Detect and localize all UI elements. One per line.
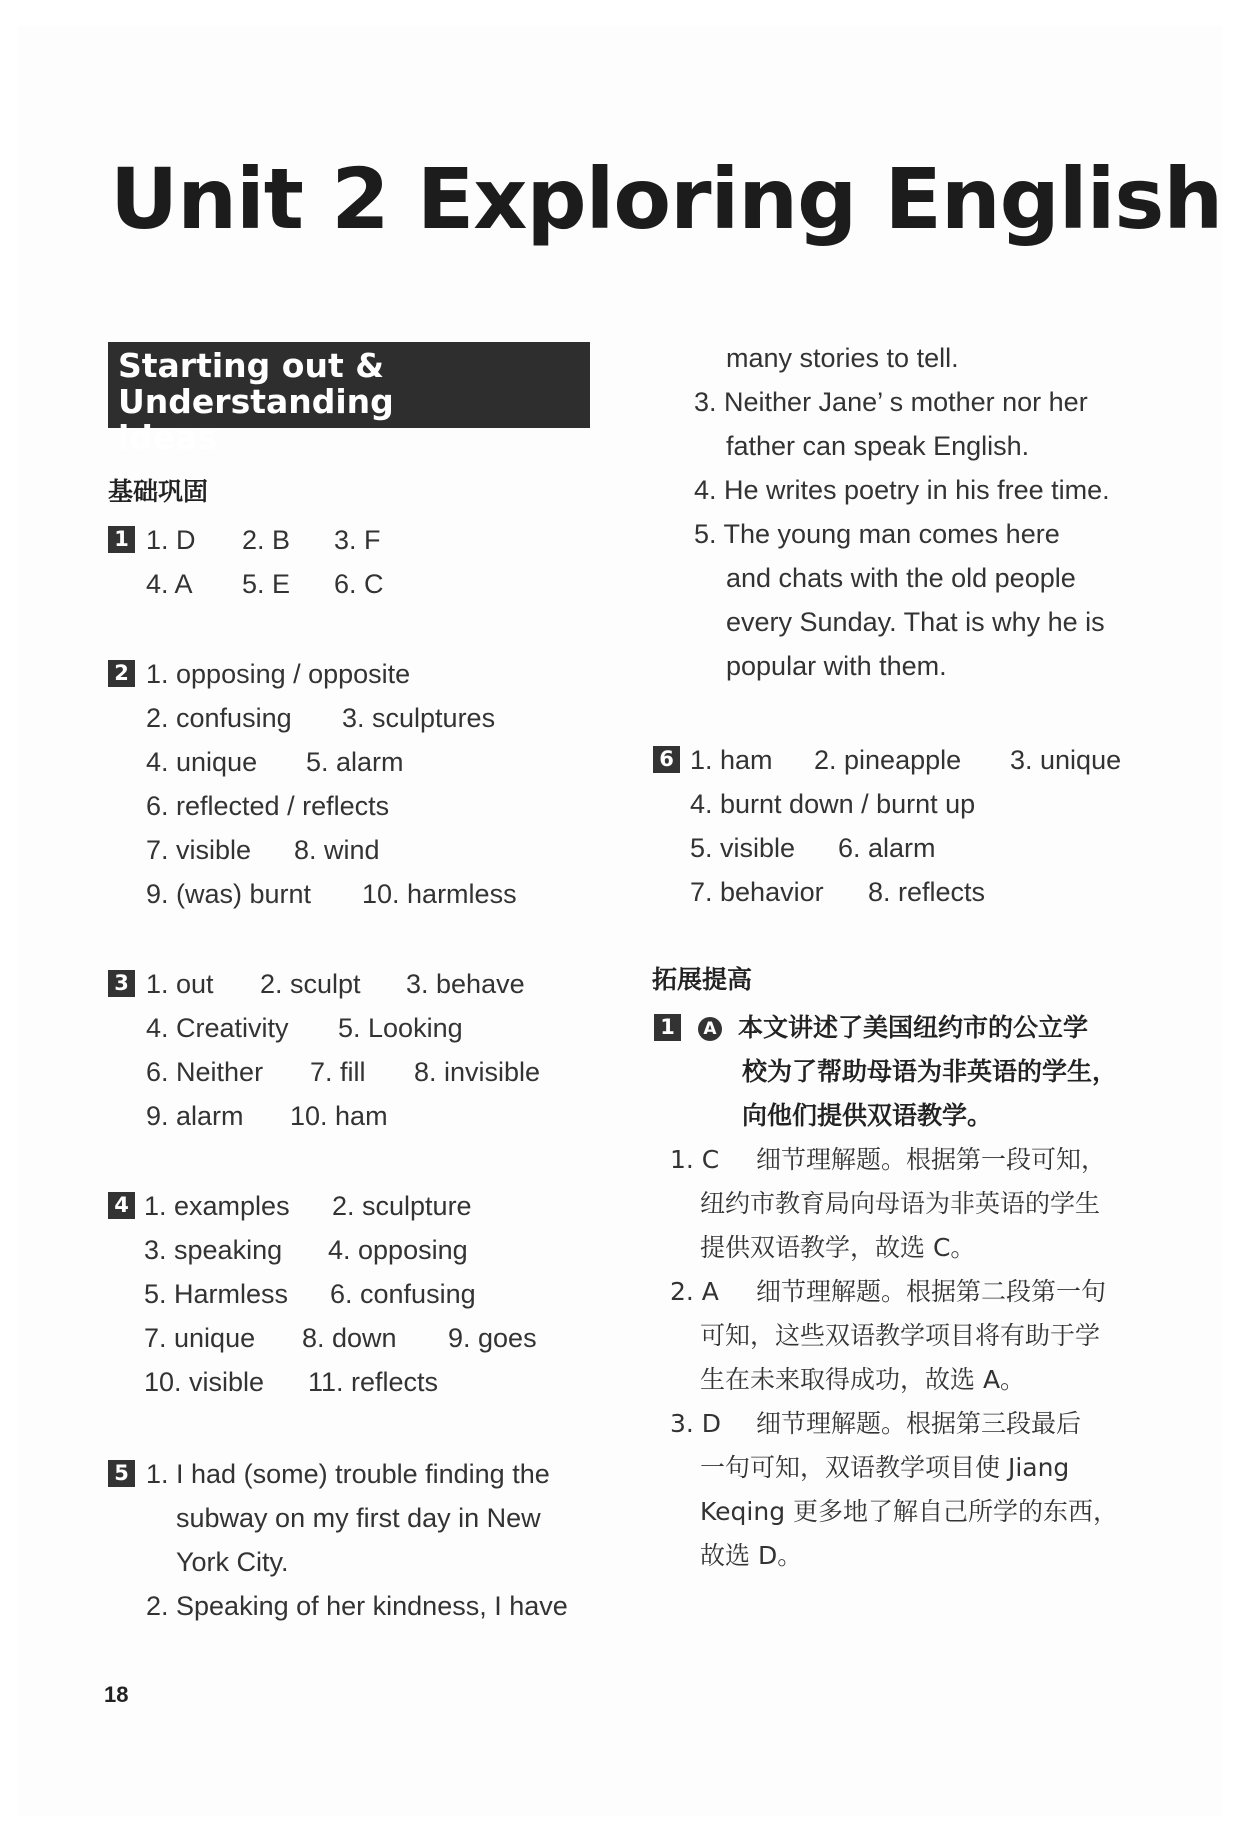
- answer: 8. wind: [294, 835, 380, 865]
- answer: 11. reflects: [308, 1367, 439, 1397]
- explanation-text: 细节理解题。根据第三段最后: [756, 1409, 1082, 1438]
- explanation-line: 可知，这些双语教学项目将有助于学: [700, 1321, 1101, 1350]
- answer: 7. unique: [144, 1323, 256, 1353]
- answer-row: [146, 1006, 463, 1050]
- answer: 3. D: [670, 1409, 722, 1438]
- explanation-line: Keqing 更多地了解自己所学的东西，: [700, 1497, 1119, 1526]
- answer: 3. behave: [406, 969, 525, 999]
- explanation-line: 提供双语教学，故选 C。: [700, 1233, 976, 1262]
- explanation-text: 细节理解题。根据第一段可知，: [756, 1145, 1107, 1174]
- answer-row: [146, 652, 410, 696]
- answer-row: [690, 782, 975, 826]
- answer: 1. examples: [144, 1191, 290, 1221]
- answer: 1. C: [670, 1145, 720, 1174]
- answer: 9. (was) burnt: [146, 879, 312, 909]
- answer: 1. ham: [690, 745, 773, 775]
- answer-line: 2. Speaking of her kindness, I have: [146, 1591, 568, 1621]
- answer: 4. A: [146, 569, 193, 599]
- explanation-line: 生在未来取得成功，故选 A。: [700, 1365, 1026, 1394]
- section-header: [108, 342, 590, 457]
- answer-line: many stories to tell.: [726, 343, 959, 373]
- answer-row: [146, 562, 384, 606]
- answer: 1. out: [146, 969, 214, 999]
- section-header-line-1: Starting out & Understanding: [118, 346, 394, 421]
- answer: 2. confusing: [146, 703, 292, 733]
- explanation-line: [670, 1270, 1106, 1314]
- answer: 4. unique: [146, 747, 258, 777]
- answer: 7. fill: [310, 1057, 366, 1087]
- answer-line: popular with them.: [726, 651, 947, 681]
- answer: 3. sculptures: [342, 703, 496, 733]
- answer: 6. Neither: [146, 1057, 264, 1087]
- answer-line: and chats with the old people: [726, 563, 1076, 593]
- answer: 2. sculpture: [332, 1191, 472, 1221]
- answer: 3. F: [334, 525, 381, 555]
- exercise-number-badge: 3: [108, 970, 135, 997]
- exercise-number-badge: 2: [108, 660, 135, 687]
- answer-row: [144, 1228, 468, 1272]
- answer: 10. ham: [290, 1101, 388, 1131]
- answer: 4. opposing: [328, 1235, 468, 1265]
- answer: 4. Creativity: [146, 1013, 289, 1043]
- answer-line: 3. Neither Jane’ s mother nor her: [694, 387, 1088, 417]
- answer-line: 1. I had (some) trouble finding the: [146, 1459, 550, 1489]
- answer: 8. invisible: [414, 1057, 541, 1087]
- explanation-line: 故选 D。: [700, 1541, 803, 1570]
- summary-line: 校为了帮助母语为非英语的学生，: [742, 1057, 1118, 1086]
- answer: 8. reflects: [868, 877, 986, 907]
- answer: 4. burnt down / burnt up: [690, 789, 976, 819]
- explanation-line: [670, 1138, 1106, 1182]
- answer-row: [146, 784, 389, 828]
- exercise-number-badge: 1: [654, 1014, 681, 1041]
- answer-row: [690, 870, 985, 914]
- answer-row: [146, 696, 495, 740]
- summary-line: [698, 1006, 1088, 1050]
- summary-text: 本文讲述了美国纽约市的公立学: [738, 1013, 1089, 1042]
- answer-row: [144, 1184, 472, 1228]
- answer: 3. unique: [1010, 745, 1122, 775]
- summary-line: 向他们提供双语教学。: [742, 1101, 993, 1130]
- answer-row: [146, 1094, 388, 1138]
- answer: 6. confusing: [330, 1279, 476, 1309]
- answer: 6. alarm: [838, 833, 936, 863]
- answer-row: [146, 1050, 540, 1094]
- answer: 1. D: [146, 525, 196, 555]
- answer: 5. alarm: [306, 747, 404, 777]
- answer-line: 4. He writes poetry in his free time.: [694, 475, 1110, 505]
- answer-row: [144, 1316, 537, 1360]
- basic-heading: 基础巩固: [108, 477, 209, 506]
- answer: 9. goes: [448, 1323, 537, 1353]
- exercise-number-badge: 4: [108, 1192, 135, 1219]
- answer: 6. reflected / reflects: [146, 791, 390, 821]
- answer-row: [690, 738, 1121, 782]
- answer-row: [146, 828, 380, 872]
- answer-row: [146, 872, 517, 916]
- answer-row: [144, 1360, 438, 1404]
- answer: 5. visible: [690, 833, 796, 863]
- exercise-number-badge: 5: [108, 1460, 135, 1487]
- answer-row: [146, 740, 404, 784]
- answer: 8. down: [302, 1323, 397, 1353]
- answer: 3. speaking: [144, 1235, 283, 1265]
- answer-line: York City.: [176, 1547, 289, 1577]
- answer-line: every Sunday. That is why he is: [726, 607, 1105, 637]
- answer: 9. alarm: [146, 1101, 244, 1131]
- passage-circle-badge: A: [698, 1017, 722, 1041]
- exercise-number-badge: 6: [653, 746, 680, 773]
- answer: 2. pineapple: [814, 745, 962, 775]
- answer-line: father can speak English.: [726, 431, 1030, 461]
- answer-row: [144, 1272, 476, 1316]
- answer: 5. E: [242, 569, 291, 599]
- explanation-line: 一句可知，双语教学项目使 Jiang: [700, 1453, 1070, 1482]
- answer-line: 5. The young man comes here: [694, 519, 1060, 549]
- section-header-line-2: ideas: [118, 418, 218, 457]
- answer: 5. Looking: [338, 1013, 463, 1043]
- answer: 7. visible: [146, 835, 252, 865]
- page-number: 18: [104, 1682, 129, 1707]
- explanation-text: 细节理解题。根据第二段第一句: [756, 1277, 1107, 1306]
- answer: 7. behavior: [690, 877, 824, 907]
- answer: 1. opposing / opposite: [146, 659, 411, 689]
- answer: 6. C: [334, 569, 384, 599]
- explanation-line: [670, 1402, 1081, 1446]
- answer-row: [146, 962, 525, 1006]
- answer: 10. harmless: [362, 879, 517, 909]
- answer-row: [690, 826, 936, 870]
- answer: 2. sculpt: [260, 969, 361, 999]
- page-title: Unit 2 Exploring English: [110, 150, 1223, 248]
- answer-line: subway on my first day in New: [176, 1503, 541, 1533]
- answer: 2. A: [670, 1277, 719, 1306]
- answer-row: [146, 518, 381, 562]
- answer: 10. visible: [144, 1367, 265, 1397]
- answer: 5. Harmless: [144, 1279, 289, 1309]
- answer: 2. B: [242, 525, 291, 555]
- exercise-number-badge: 1: [108, 526, 135, 553]
- extension-heading: 拓展提高: [652, 965, 753, 994]
- explanation-line: 纽约市教育局向母语为非英语的学生: [700, 1189, 1101, 1218]
